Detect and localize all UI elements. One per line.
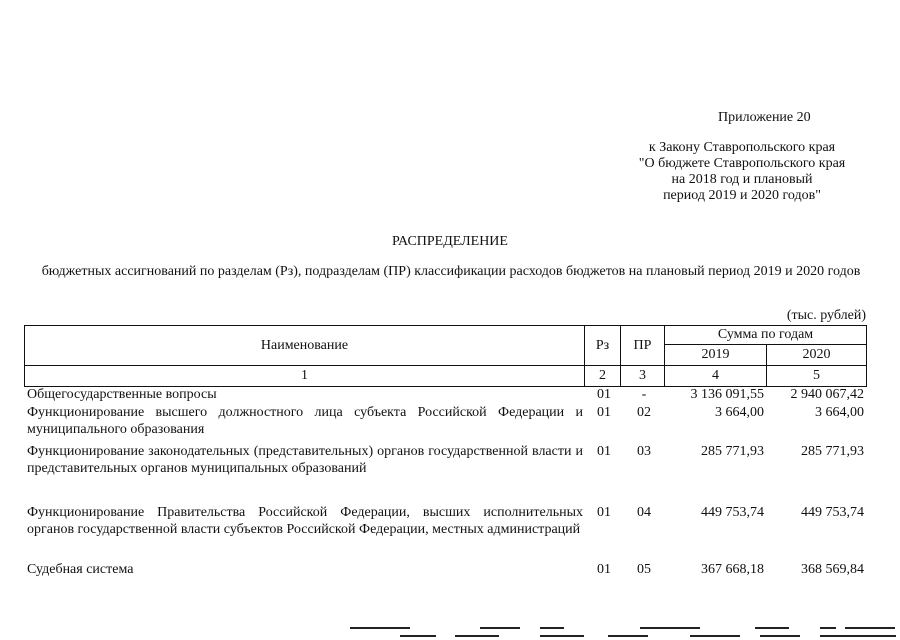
scan-artifact bbox=[760, 635, 800, 637]
header-sum-group: Сумма по годам bbox=[665, 326, 867, 345]
column-number: 3 bbox=[621, 366, 665, 387]
row-pr: - bbox=[641, 387, 647, 402]
row-2019: 3 136 091,55 bbox=[690, 387, 764, 402]
scan-artifact bbox=[400, 635, 436, 637]
row-name: Общегосударственные вопросы bbox=[27, 387, 217, 402]
row-pr: 05 bbox=[637, 562, 651, 577]
row-name: Судебная система bbox=[27, 562, 134, 577]
row-2019: 3 664,00 bbox=[715, 405, 764, 420]
scan-artifact bbox=[480, 627, 520, 629]
budget-table-header bbox=[24, 325, 867, 387]
law-reference bbox=[622, 140, 862, 204]
annex-label: Приложение 20 bbox=[718, 110, 811, 125]
scan-artifact bbox=[540, 627, 564, 629]
header-pr: ПР bbox=[621, 326, 665, 366]
scan-artifact bbox=[608, 635, 648, 637]
row-rz: 01 bbox=[597, 505, 611, 520]
row-2019: 285 771,93 bbox=[701, 444, 764, 459]
row-2020: 3 664,00 bbox=[815, 405, 864, 420]
budget-table-body bbox=[24, 386, 866, 579]
row-name: Функционирование законодательных (представительных) органов государственной власти и представительных органов муниципальных образований bbox=[27, 444, 583, 476]
row-rz: 01 bbox=[597, 562, 611, 577]
scan-edge-artifacts bbox=[0, 624, 900, 640]
header-year-2020: 2020 bbox=[767, 345, 867, 366]
scan-artifact bbox=[690, 635, 740, 637]
row-name: Функционирование Правительства Российской Федерации, высших исполнительных органов государственной власти субъектов Российской Федерации, местных администраций bbox=[27, 505, 583, 537]
header-year-2019: 2019 bbox=[665, 345, 767, 366]
column-number: 4 bbox=[665, 366, 767, 387]
law-reference-line: к Закону Ставропольского края bbox=[648, 140, 836, 155]
table-row bbox=[24, 404, 866, 443]
row-2020: 285 771,93 bbox=[801, 444, 864, 459]
row-2019: 449 753,74 bbox=[701, 505, 764, 520]
row-pr: 04 bbox=[637, 505, 651, 520]
table-row bbox=[24, 504, 866, 561]
scan-artifact bbox=[845, 627, 895, 629]
scan-artifact bbox=[755, 627, 789, 629]
column-number: 5 bbox=[767, 366, 867, 387]
scan-artifact bbox=[540, 635, 584, 637]
row-2019: 367 668,18 bbox=[701, 562, 764, 577]
law-reference-line: "О бюджете Ставропольского края bbox=[638, 156, 846, 171]
row-rz: 01 bbox=[597, 444, 611, 459]
header-rz: Рз bbox=[585, 326, 621, 366]
table-row bbox=[24, 443, 866, 504]
law-reference-line: период 2019 и 2020 годов" bbox=[663, 188, 821, 203]
table-row bbox=[24, 386, 866, 404]
column-number: 1 bbox=[25, 366, 585, 387]
row-2020: 368 569,84 bbox=[801, 562, 864, 577]
document-title: РАСПРЕДЕЛЕНИЕ bbox=[392, 234, 508, 249]
row-pr: 02 bbox=[637, 405, 651, 420]
row-rz: 01 bbox=[597, 405, 611, 420]
row-name: Функционирование высшего должностного лица субъекта Российской Федерации и муниципального образования bbox=[27, 405, 583, 437]
scan-artifact bbox=[455, 635, 499, 637]
scan-artifact bbox=[350, 627, 410, 629]
law-reference-line: на 2018 год и плановый bbox=[671, 172, 813, 187]
row-rz: 01 bbox=[597, 387, 611, 402]
table-row bbox=[24, 561, 866, 579]
document-subtitle: бюджетных ассигнований по разделам (Рз), подразделам (ПР) классификации расходов бюджетов на плановый период 2019 и 2020 годов bbox=[41, 264, 861, 279]
units-label: (тыс. рублей) bbox=[786, 308, 866, 323]
header-name: Наименование bbox=[25, 326, 585, 366]
row-pr: 03 bbox=[637, 444, 651, 459]
scan-artifact bbox=[640, 627, 700, 629]
scan-artifact bbox=[820, 627, 836, 629]
row-2020: 449 753,74 bbox=[801, 505, 864, 520]
row-2020: 2 940 067,42 bbox=[790, 387, 864, 402]
column-number: 2 bbox=[585, 366, 621, 387]
scan-artifact bbox=[820, 635, 896, 637]
